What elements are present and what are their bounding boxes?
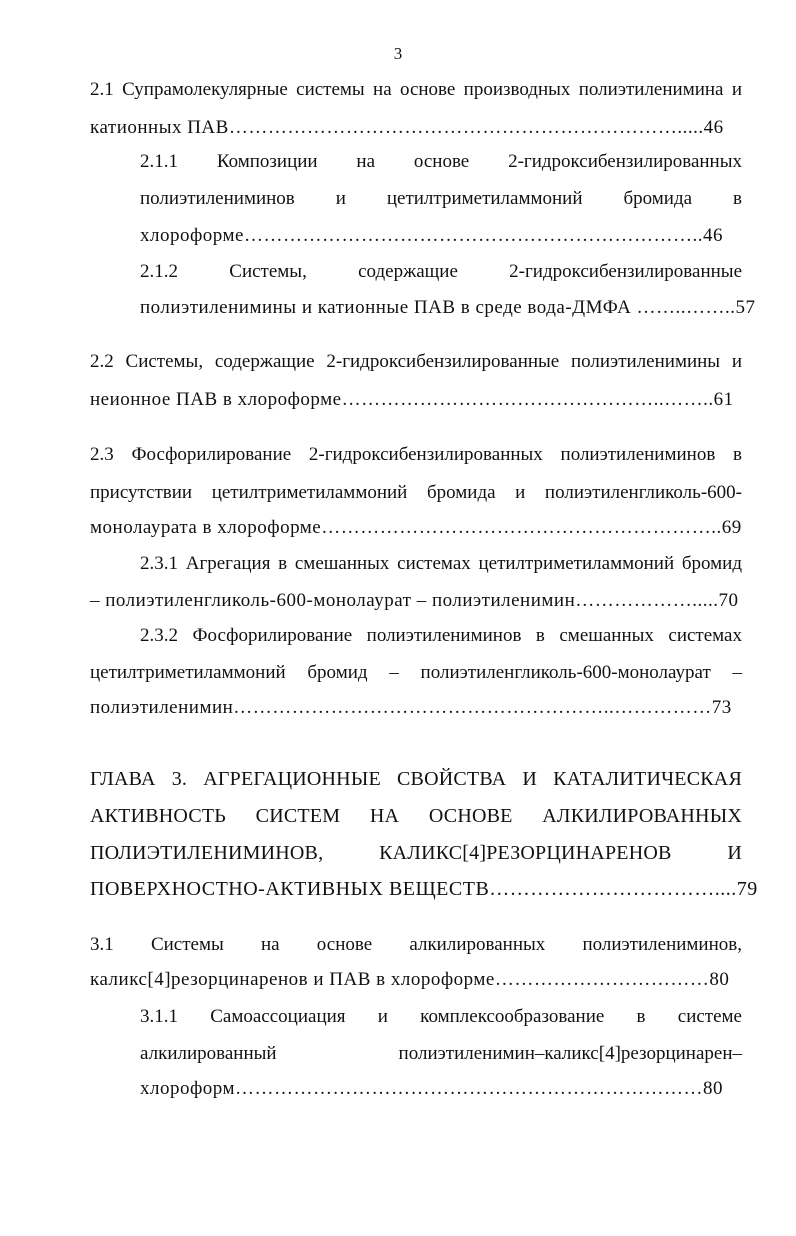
- toc-chapter-3-line2[interactable]: АКТИВНОСТЬ СИСТЕМ НА ОСНОВЕ АЛКИЛИРОВАННЫХ: [90, 805, 742, 827]
- toc-3-1-1-line2[interactable]: алкилированный полиэтиленимин–каликс[4]резорцинарен–: [140, 1043, 742, 1064]
- toc-2-3-line3[interactable]: монолаурата в хлороформе……………………………………………………..69: [90, 517, 742, 538]
- toc-2-2-line2[interactable]: неионное ПАВ в хлороформе…………………………………………..……..61: [90, 389, 734, 410]
- toc-2-3-line2[interactable]: присутствии цетилтриметиламмоний бромида и полиэтиленгликоль-600-: [90, 482, 742, 503]
- toc-chapter-3-line3[interactable]: ПОЛИЭТИЛЕНИМИНОВ, КАЛИКС[4]РЕЗОРЦИНАРЕНОВ И: [90, 842, 742, 864]
- toc-2-1-1-line3[interactable]: хлороформе……………………………………………………………..46: [140, 225, 723, 246]
- toc-2-1-1-line2[interactable]: полиэтилениминов и цетилтриметиламмоний бромида в: [140, 188, 742, 209]
- toc-2-2-line1[interactable]: 2.2 Системы, содержащие 2-гидроксибензилированные полиэтиленимины и: [90, 351, 742, 372]
- toc-chapter-3-line4[interactable]: ПОВЕРХНОСТНО-АКТИВНЫХ ВЕЩЕСТВ……………………………....79: [90, 878, 758, 900]
- toc-2-1-line2[interactable]: катионных ПАВ…………………………………………………………….....46: [90, 117, 724, 138]
- toc-3-1-line1[interactable]: 3.1 Системы на основе алкилированных полиэтилениминов,: [90, 934, 742, 955]
- toc-3-1-line2[interactable]: каликс[4]резорцинаренов и ПАВ в хлороформе……………………………80: [90, 969, 730, 990]
- toc-2-3-2-line1[interactable]: 2.3.2 Фосфорилирование полиэтилениминов в смешанных системах: [140, 625, 742, 646]
- toc-2-3-1-line1[interactable]: 2.3.1 Агрегация в смешанных системах цетилтриметиламмоний бромид: [140, 553, 742, 574]
- toc-2-3-line1[interactable]: 2.3 Фосфорилирование 2-гидроксибензилированных полиэтилениминов в: [90, 444, 742, 465]
- toc-2-1-2-line1[interactable]: 2.1.2 Системы, содержащие 2-гидроксибензилированные: [140, 261, 742, 282]
- toc-3-1-1-line1[interactable]: 3.1.1 Самоассоциация и комплексообразование в системе: [140, 1006, 742, 1027]
- page-number: 3: [393, 44, 403, 63]
- toc-2-1-2-line2[interactable]: полиэтиленимины и катионные ПАВ в среде вода-ДМФА ……..……..57: [140, 297, 756, 318]
- toc-2-1-line1[interactable]: 2.1 Супрамолекулярные системы на основе производных полиэтиленимина и: [90, 79, 742, 100]
- toc-2-3-1-line2[interactable]: – полиэтиленгликоль-600-монолаурат – полиэтиленимин……………….....70: [90, 590, 739, 611]
- toc-2-1-1-line1[interactable]: 2.1.1 Композиции на основе 2-гидроксибензилированных: [140, 151, 742, 172]
- toc-chapter-3-line1[interactable]: ГЛАВА 3. АГРЕГАЦИОННЫЕ СВОЙСТВА И КАТАЛИТИЧЕСКАЯ: [90, 768, 742, 790]
- toc-2-3-2-line3[interactable]: полиэтиленимин…………………………………………………..……………73: [90, 697, 732, 718]
- toc-2-3-2-line2[interactable]: цетилтриметиламмоний бромид – полиэтиленгликоль-600-монолаурат –: [90, 662, 742, 683]
- toc-3-1-1-line3[interactable]: хлороформ………………………………………………………………80: [140, 1078, 724, 1099]
